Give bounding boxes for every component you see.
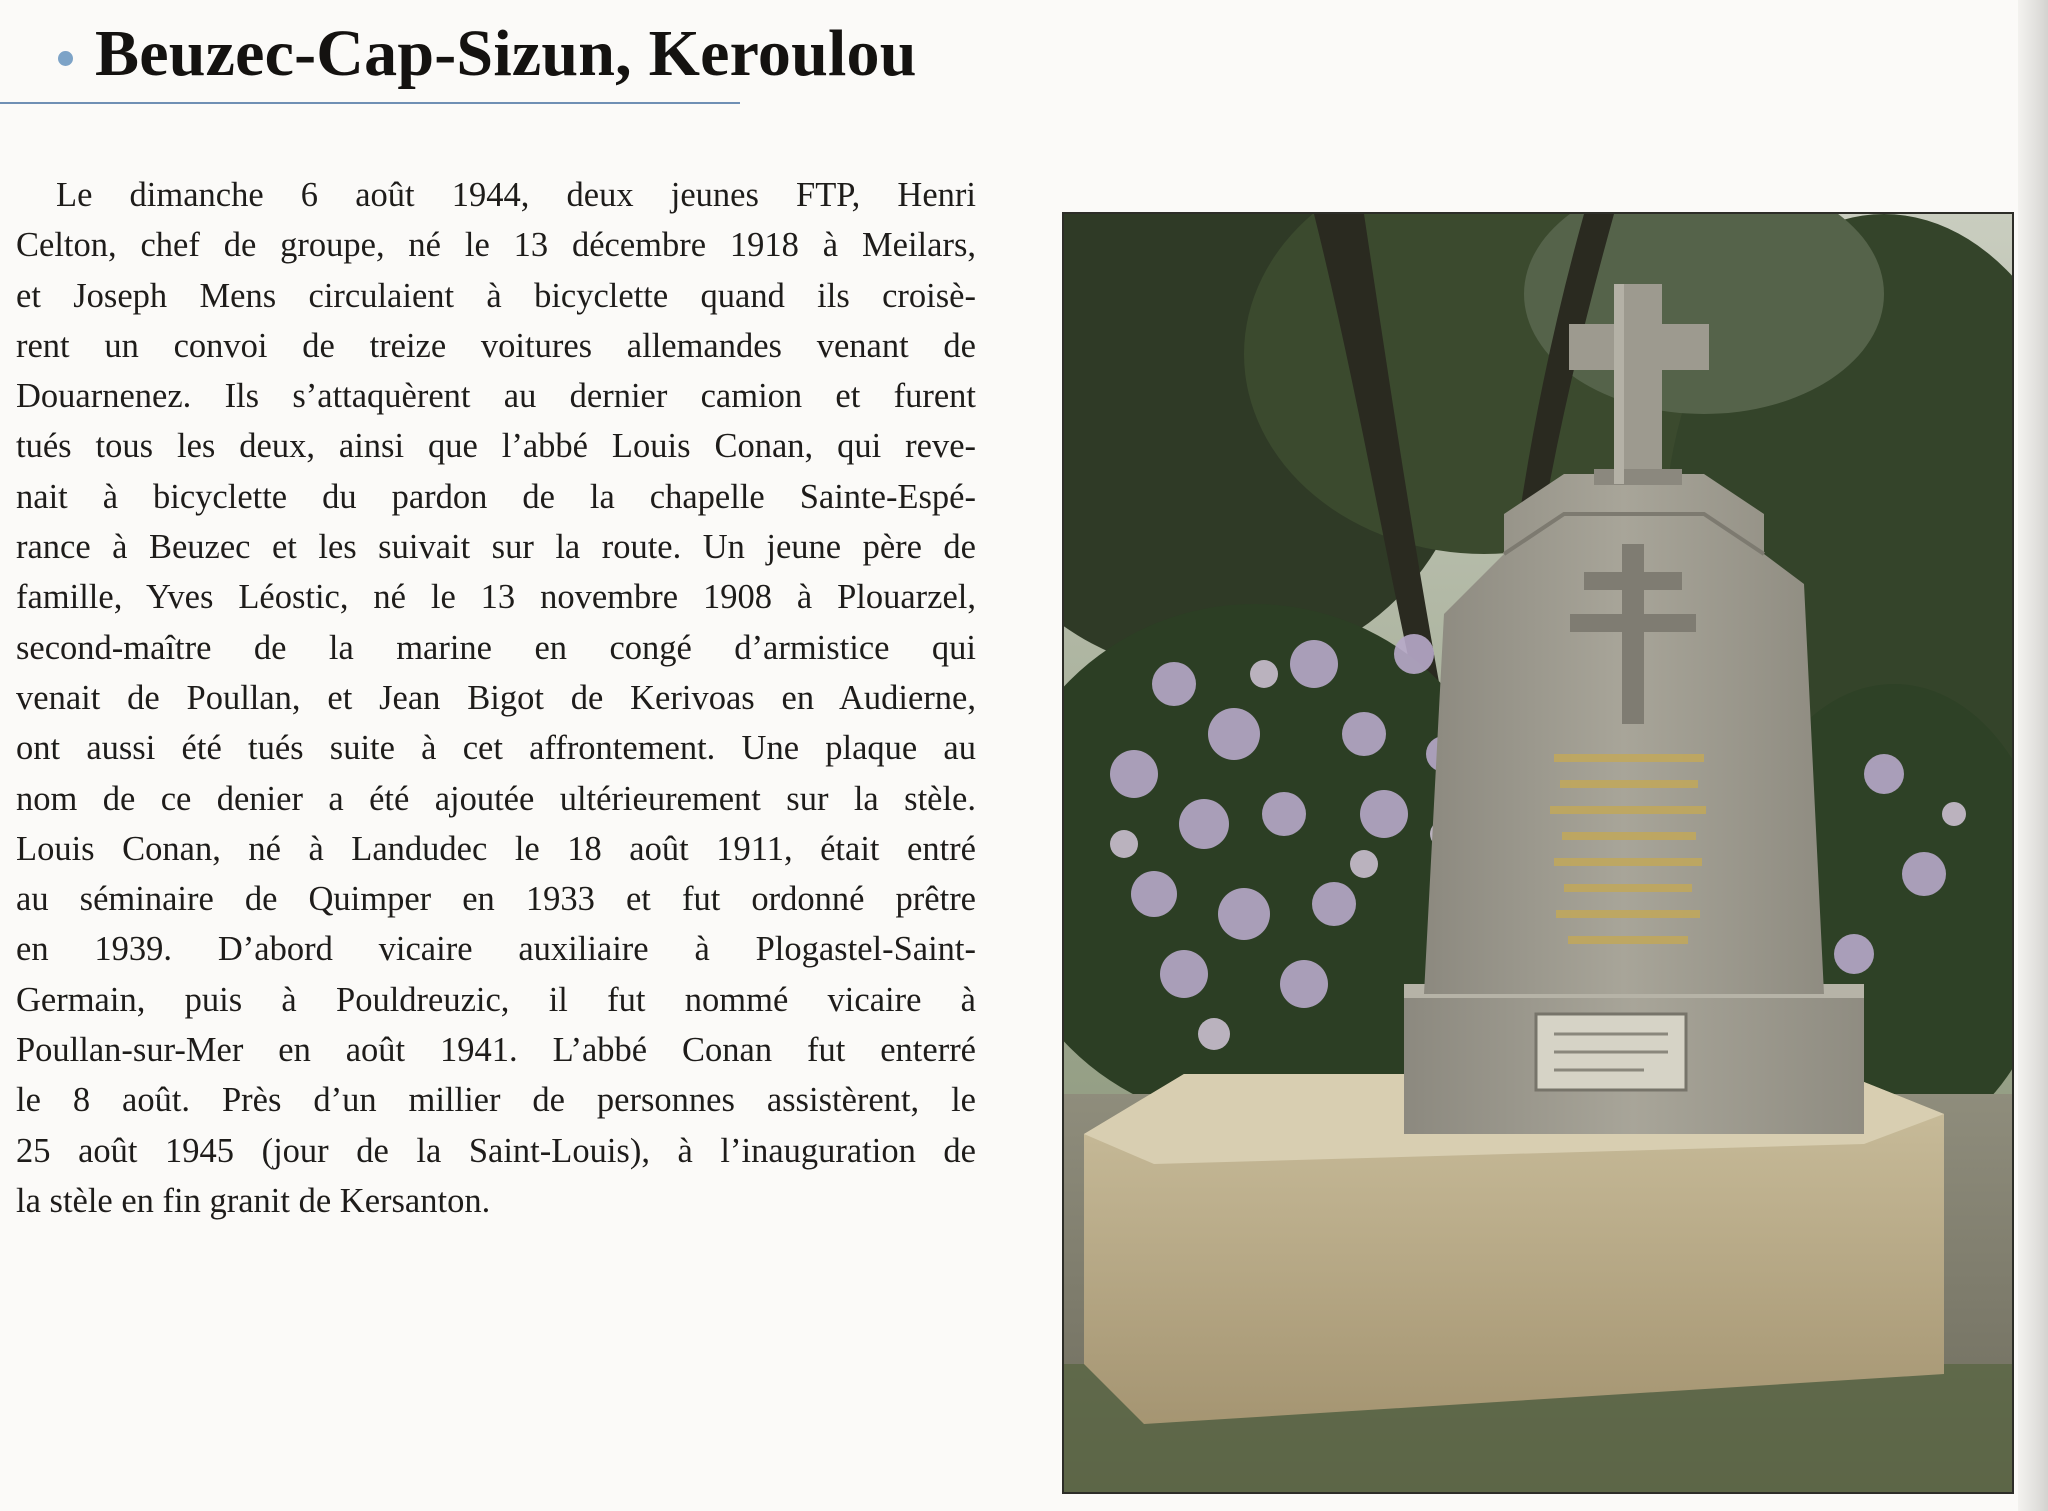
- article-line: second-maître de la marine en congé d’armistice qui: [16, 628, 976, 667]
- article-line: Louis Conan, né à Landudec le 18 août 1911, était entré: [16, 829, 976, 868]
- article-line: 25 août 1945 (jour de la Saint-Louis), à l’inauguration de: [16, 1131, 976, 1170]
- article-line: rent un convoi de treize voitures allemandes venant de: [16, 326, 976, 365]
- article-line: la stèle en fin granit de Kersanton.: [16, 1181, 491, 1220]
- article-line: ont aussi été tués suite à cet affrontement. Une plaque au: [16, 729, 976, 768]
- article-line: et Joseph Mens circulaient à bicyclette quand ils croisè-: [16, 276, 976, 315]
- article-line: le 8 août. Près d’un millier de personnes assistèrent, le: [16, 1081, 976, 1120]
- title-underline: [0, 102, 740, 104]
- memorial-photo: [1062, 212, 2014, 1494]
- page-edge: [2018, 0, 2048, 1511]
- article-line: Celton, chef de groupe, né le 13 décembre 1918 à Meilars,: [16, 226, 976, 265]
- page-heading: [58, 14, 917, 94]
- article-line: Douarnenez. Ils s’attaquèrent au dernier camion et furent: [16, 377, 976, 416]
- article-line: au séminaire de Quimper en 1933 et fut ordonné prêtre: [16, 880, 976, 919]
- article-line: venait de Poullan, et Jean Bigot de Kerivoas en Audierne,: [16, 678, 976, 717]
- page-title: Beuzec-Cap-Sizun, Keroulou: [95, 17, 917, 90]
- article-line: nom de ce denier a été ajoutée ultérieurement sur la stèle.: [16, 779, 976, 818]
- article-line: tués tous les deux, ainsi que l’abbé Louis Conan, qui reve-: [16, 427, 976, 466]
- article-line: nait à bicyclette du pardon de la chapelle Sainte-Espé-: [16, 477, 976, 516]
- memorial-stele-icon: [1064, 214, 2012, 1492]
- article-line: en 1939. D’abord vicaire auxiliaire à Plogastel-Saint-: [16, 930, 976, 969]
- article-line: rance à Beuzec et les suivait sur la route. Un jeune père de: [16, 528, 976, 567]
- article-line: famille, Yves Léostic, né le 13 novembre 1908 à Plouarzel,: [16, 578, 976, 617]
- article-line: Germain, puis à Pouldreuzic, il fut nommé vicaire à: [16, 980, 976, 1019]
- article-line: Poullan-sur-Mer en août 1941. L’abbé Conan fut enterré: [16, 1031, 976, 1070]
- article-line: Le dimanche 6 août 1944, deux jeunes FTP, Henri: [56, 176, 976, 214]
- bullet-dot-icon: [58, 51, 73, 66]
- article-body: [16, 170, 976, 1226]
